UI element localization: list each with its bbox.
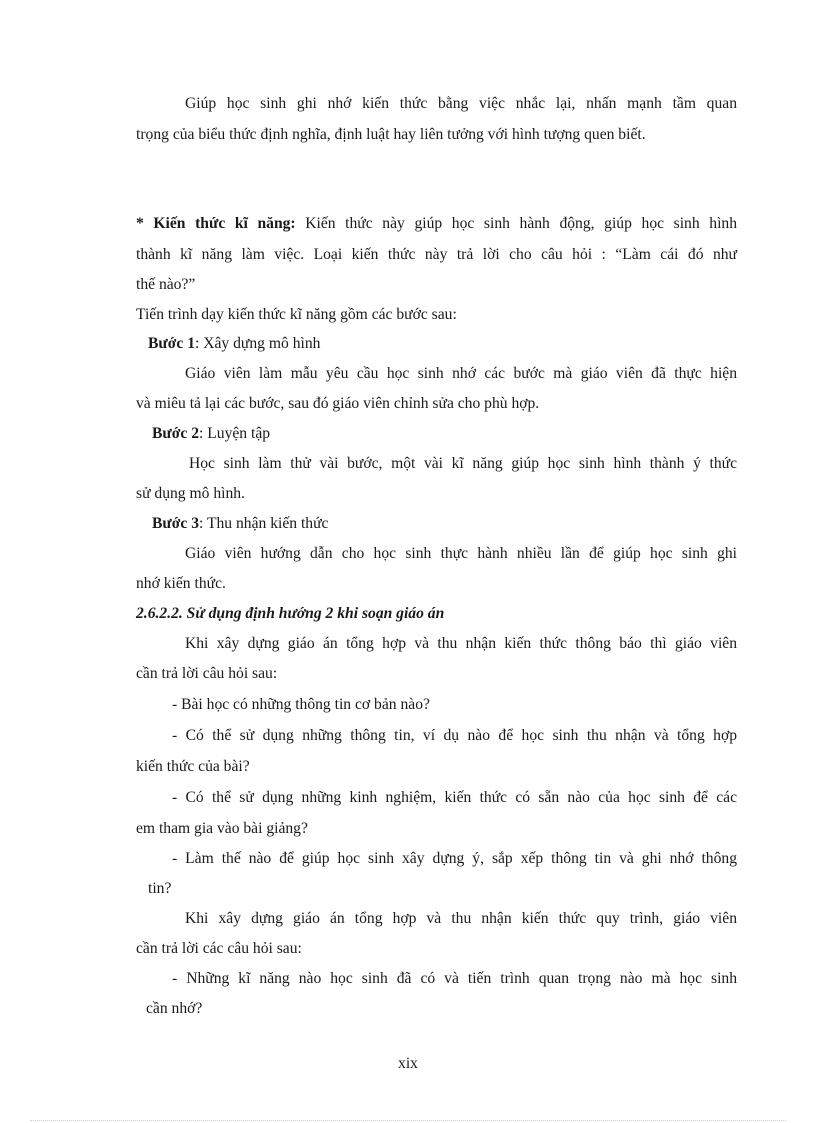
question-item: - Có thể sử dụng những kinh nghiệm, kiến thức có sẵn nào của học sinh để các (172, 789, 737, 806)
paragraph-line: Tiến trình dạy kiến thức kĩ năng gồm các bước sau: (136, 306, 457, 323)
paragraph-line: cần trả lời các câu hỏi sau: (136, 940, 302, 957)
step-heading (152, 424, 270, 444)
section-heading: 2.6.2.2. Sử dụng định hướng 2 khi soạn giáo án (136, 605, 445, 622)
paragraph-line: trọng của biểu thức định nghĩa, định luật hay liên tưởng với hình tượng quen biết. (136, 126, 646, 143)
step-title: : Thu nhận kiến thức (199, 515, 329, 532)
paragraph-line: thành kĩ năng làm việc. Loại kiến thức này trả lời cho câu hỏi : “Làm cái đó như (136, 246, 737, 263)
page-number: xix (398, 1055, 418, 1072)
paragraph-line: và miêu tả lại các bước, sau đó giáo viên chỉnh sửa cho phù hợp. (136, 395, 540, 412)
question-item-continued: kiến thức của bài? (136, 758, 250, 775)
step-heading (148, 334, 320, 354)
paragraph-line: Khi xây dựng giáo án tổng hợp và thu nhận kiến thức quy trình, giáo viên (185, 910, 737, 927)
step-label: Bước 3 (152, 515, 200, 532)
paragraph-line: sử dụng mô hình. (136, 485, 245, 502)
paragraph-line: Giáo viên hướng dẫn cho học sinh thực hành nhiều lần để giúp học sinh ghi (185, 545, 737, 562)
page-bottom-divider (30, 1120, 786, 1121)
question-item: - Làm thế nào để giúp học sinh xây dựng ý, sắp xếp thông tin và ghi nhớ thông (172, 850, 737, 867)
question-item: - Bài học có những thông tin cơ bản nào? (172, 696, 430, 713)
question-item: - Có thể sử dụng những thông tin, ví dụ nào để học sinh thu nhận và tổng hợp (172, 727, 737, 744)
skill-text: Kiến thức này giúp học sinh hành động, giúp học sinh hình (295, 215, 737, 232)
paragraph-line: Giáo viên làm mẫu yêu cầu học sinh nhớ các bước mà giáo viên đã thực hiện (185, 365, 737, 382)
paragraph-line: Giúp học sinh ghi nhớ kiến thức bằng việc nhắc lại, nhấn mạnh tầm quan (185, 95, 737, 112)
paragraph-line: Khi xây dựng giáo án tổng hợp và thu nhận kiến thức thông báo thì giáo viên (185, 635, 737, 652)
paragraph-line: thế nào?” (136, 276, 196, 293)
skill-label: * Kiến thức kĩ năng: (136, 215, 296, 232)
step-title: : Luyện tập (199, 425, 271, 442)
paragraph-line: Học sinh làm thử vài bước, một vài kĩ năng giúp học sinh hình thành ý thức (189, 455, 737, 472)
step-heading (152, 514, 328, 534)
question-item-continued: cần nhớ? (146, 1000, 203, 1017)
paragraph-line: cần trả lời câu hỏi sau: (136, 665, 278, 682)
question-item: - Những kĩ năng nào học sinh đã có và tiến trình quan trọng nào mà học sinh (172, 970, 737, 987)
question-item-continued: em tham gia vào bài giảng? (136, 820, 308, 837)
step-label: Bước 1 (148, 335, 196, 352)
paragraph-line: nhớ kiến thức. (136, 575, 226, 592)
skill-paragraph-line (136, 214, 737, 234)
question-item-continued: tin? (148, 880, 172, 897)
step-title: : Xây dựng mô hình (195, 335, 321, 352)
step-label: Bước 2 (152, 425, 200, 442)
